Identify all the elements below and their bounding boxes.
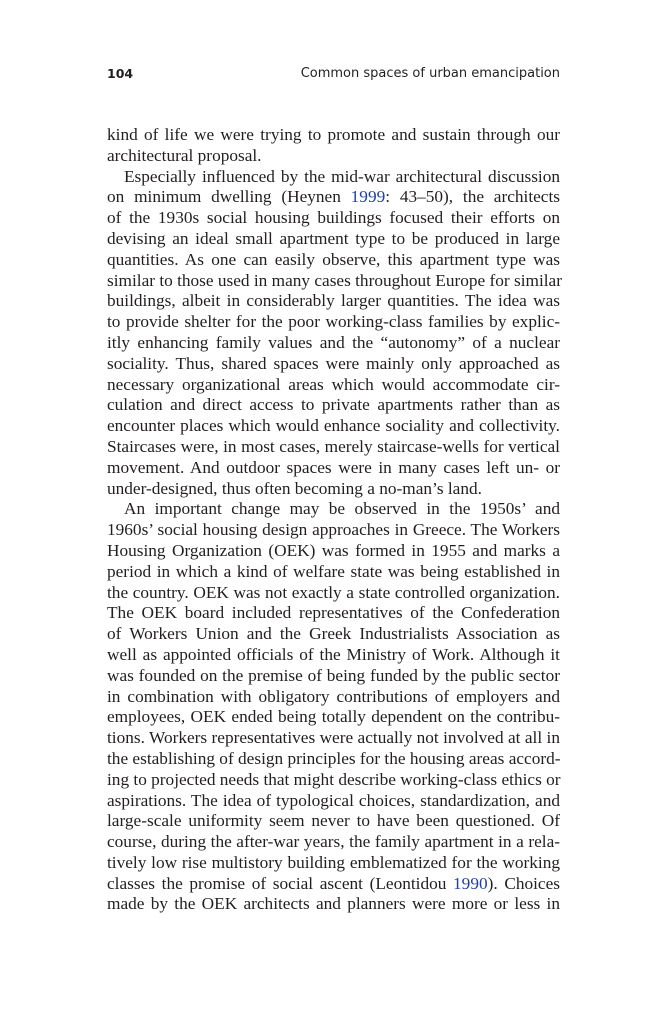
text-line: An important change may be observed in the 1950s’ and	[124, 499, 560, 519]
running-head: Common spaces of urban emancipation	[300, 66, 560, 81]
text-line: tively low rise multistory building emblematized for the working	[107, 852, 560, 872]
text-line: 1960s’ social housing design approaches in Greece. The Workers	[107, 520, 560, 540]
text-line: The OEK board included representatives of the Confederation	[107, 603, 560, 623]
text-line: made by the OEK architects and planners were more or less in	[107, 894, 560, 914]
text-line: movement. And outdoor spaces were in many cases left un- or	[107, 457, 560, 477]
text-line: of Workers Union and the Greek Industrialists Association as	[107, 624, 560, 644]
text-line: kind of life we were trying to promote and sustain through our	[107, 125, 560, 144]
text-line: Housing Organization (OEK) was formed in 1955 and marks a	[107, 540, 560, 560]
citation-link[interactable]: 1990	[453, 873, 488, 893]
text-line: similar to those used in many cases throughout Europe for similar	[107, 270, 562, 290]
text-line: culation and direct access to private apartments rather than as	[107, 395, 560, 415]
text-line: employees, OEK ended being totally dependent on the contribu-	[107, 707, 560, 727]
text-line: buildings, albeit in considerably larger quantities. The idea was	[107, 291, 560, 311]
text-line: to provide shelter for the poor working-class families by explic-	[107, 312, 560, 332]
text-segment: ). Choices	[487, 873, 560, 893]
text-line: large-scale uniformity seem never to have been questioned. Of	[107, 811, 560, 831]
text-line: quantities. As one can easily observe, this apartment type was	[107, 249, 560, 269]
text-line: aspirations. The idea of typological choices, standardization, and	[107, 790, 560, 810]
text-line: necessary organizational areas which would accommodate cir-	[107, 374, 560, 394]
text-line: sociality. Thus, shared spaces were mainly only approached as	[107, 353, 560, 373]
page-number: 104	[107, 66, 134, 81]
text-line: architectural proposal.	[107, 145, 262, 165]
text-line: in combination with obligatory contributions of employers and	[107, 686, 560, 706]
text-line: tions. Workers representatives were actually not involved at all in	[107, 728, 560, 748]
text-line: of the 1930s social housing buildings focused their efforts on	[107, 208, 560, 228]
text-line: under-designed, thus often becoming a no-man’s land.	[107, 478, 482, 498]
text-line: was founded on the premise of being funded by the public sector	[107, 665, 560, 685]
text-line: itly enhancing family values and the “autonomy” of a nuclear	[107, 332, 560, 352]
text-line: devising an ideal small apartment type to be produced in large	[107, 228, 560, 248]
text-line: Especially influenced by the mid-war architectural discussion	[124, 166, 560, 186]
body-text	[107, 125, 560, 915]
text-line: the country. OEK was not exactly a state controlled organization.	[107, 582, 560, 602]
text-line	[107, 187, 560, 208]
text-segment: on minimum dwelling (Heynen	[107, 187, 351, 207]
text-segment: : 43–50), the architects	[385, 187, 561, 207]
text-line: well as appointed officials of the Ministry of Work. Although it	[107, 644, 560, 664]
text-segment: classes the promise of social ascent (Leontidou	[107, 873, 454, 893]
page-header	[107, 66, 560, 88]
text-line	[107, 874, 560, 895]
text-line: Staircases were, in most cases, merely staircase-wells for vertical	[107, 436, 560, 456]
text-line: ing to projected needs that might describe working-class ethics or	[107, 769, 561, 789]
text-line: encounter places which would enhance sociality and collectivity.	[107, 416, 560, 436]
citation-link[interactable]: 1999	[350, 187, 386, 207]
text-line: the establishing of design principles for the housing areas accord-	[107, 748, 561, 768]
text-line: course, during the after-war years, the family apartment in a rela-	[107, 832, 560, 852]
text-line: period in which a kind of welfare state was being established in	[107, 561, 560, 581]
